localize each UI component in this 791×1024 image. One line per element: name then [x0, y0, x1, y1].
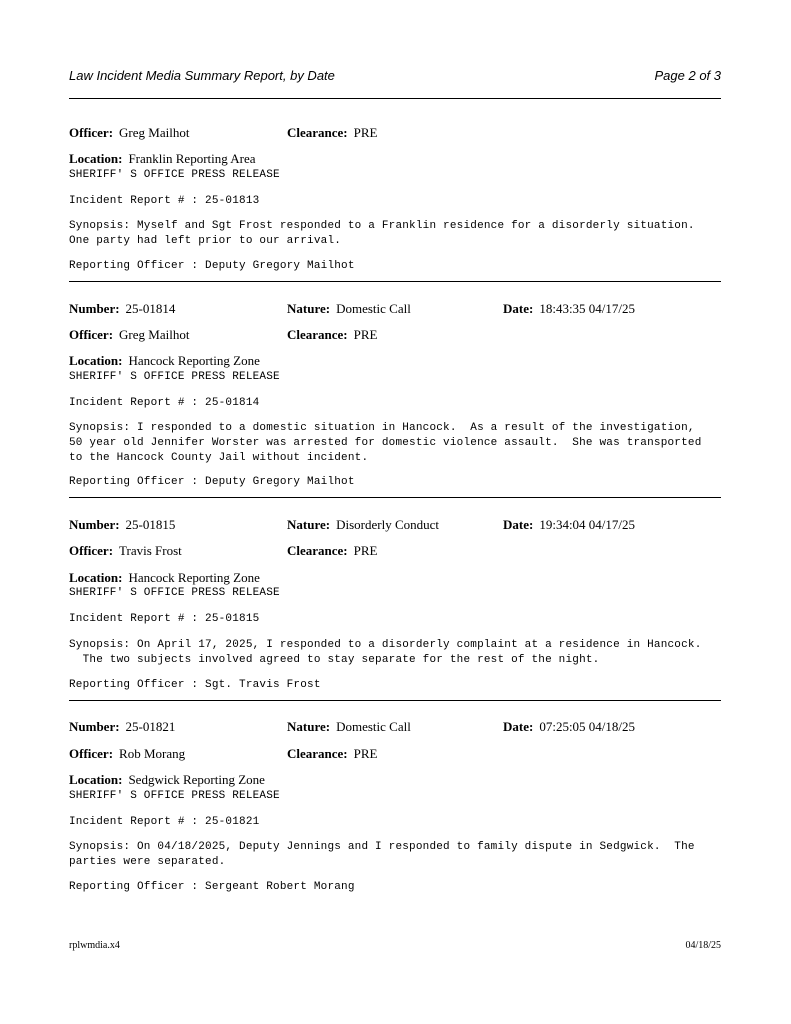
- record-divider: [69, 700, 721, 701]
- footer-report-code: rplwmdia.x4: [69, 940, 120, 951]
- number-value: 25-01814: [125, 301, 176, 316]
- date-value: 19:34:04 04/17/25: [539, 517, 636, 532]
- press-release-line: SHERIFF' S OFFICE PRESS RELEASE: [69, 371, 280, 383]
- date-label: Date:: [503, 517, 534, 532]
- clearance-field: [287, 125, 377, 141]
- nature-label: Nature:: [287, 517, 331, 532]
- location-label: Location:: [69, 353, 123, 368]
- clearance-field: [287, 746, 377, 762]
- clearance-value: PRE: [353, 543, 378, 558]
- number-field: [69, 301, 175, 317]
- nature-value: Domestic Call: [336, 719, 411, 734]
- officer-label: Officer:: [69, 125, 114, 140]
- number-field: [69, 517, 175, 533]
- officer-label: Officer:: [69, 327, 114, 342]
- officer-field: [69, 543, 182, 559]
- footer-date: 04/18/25: [685, 940, 721, 951]
- nature-field: [287, 719, 411, 735]
- clearance-label: Clearance:: [287, 125, 348, 140]
- clearance-value: PRE: [353, 125, 378, 140]
- incident-report-line: Incident Report # : 25-01821: [69, 816, 260, 828]
- header-divider: [69, 98, 721, 99]
- reporting-officer-line: Reporting Officer : Deputy Gregory Mailhot: [69, 260, 355, 272]
- synopsis-text: Synopsis: I responded to a domestic situation in Hancock. As a result of the investigation, 50 year old Jennifer Worster was arrested for domestic violence assault. She was transported to the Hancock County Jail without incident.: [69, 422, 702, 464]
- location-label: Location:: [69, 151, 123, 166]
- number-label: Number:: [69, 301, 120, 316]
- nature-field: [287, 517, 439, 533]
- location-field: [69, 151, 256, 167]
- clearance-label: Clearance:: [287, 746, 348, 761]
- clearance-label: Clearance:: [287, 543, 348, 558]
- location-label: Location:: [69, 570, 123, 585]
- clearance-field: [287, 543, 377, 559]
- location-value: Franklin Reporting Area: [128, 151, 256, 166]
- officer-field: [69, 327, 189, 343]
- nature-label: Nature:: [287, 301, 331, 316]
- number-value: 25-01815: [125, 517, 176, 532]
- officer-label: Officer:: [69, 746, 114, 761]
- number-label: Number:: [69, 517, 120, 532]
- press-release-line: SHERIFF' S OFFICE PRESS RELEASE: [69, 169, 280, 181]
- date-label: Date:: [503, 719, 534, 734]
- number-field: [69, 719, 175, 735]
- officer-field: [69, 125, 189, 141]
- location-value: Sedgwick Reporting Zone: [128, 772, 265, 787]
- date-field: [503, 301, 635, 317]
- incident-report-line: Incident Report # : 25-01815: [69, 613, 260, 625]
- location-field: [69, 353, 260, 369]
- press-release-line: SHERIFF' S OFFICE PRESS RELEASE: [69, 587, 280, 599]
- nature-field: [287, 301, 411, 317]
- location-value: Hancock Reporting Zone: [128, 353, 260, 368]
- date-label: Date:: [503, 301, 534, 316]
- clearance-field: [287, 327, 377, 343]
- press-release-line: SHERIFF' S OFFICE PRESS RELEASE: [69, 790, 280, 802]
- synopsis-text: Synopsis: On April 17, 2025, I responded to a disorderly complaint at a residence in Hancock. The two subjects involved agreed to stay separate for the rest of the night.: [69, 639, 702, 666]
- clearance-value: PRE: [353, 327, 378, 342]
- reporting-officer-line: Reporting Officer : Sgt. Travis Frost: [69, 679, 321, 691]
- officer-field: [69, 746, 185, 762]
- nature-label: Nature:: [287, 719, 331, 734]
- date-field: [503, 517, 635, 533]
- officer-value: Greg Mailhot: [119, 327, 190, 342]
- date-value: 07:25:05 04/18/25: [539, 719, 636, 734]
- location-field: [69, 772, 265, 788]
- record-divider: [69, 497, 721, 498]
- synopsis-text: Synopsis: Myself and Sgt Frost responded to a Franklin residence for a disorderly situation. One party had left prior to our arrival.: [69, 220, 695, 247]
- page-indicator: Page 2 of 3: [654, 68, 721, 83]
- synopsis-text: Synopsis: On 04/18/2025, Deputy Jennings and I responded to family dispute in Sedgwick. The parties were separated.: [69, 841, 695, 868]
- record-divider: [69, 281, 721, 282]
- location-label: Location:: [69, 772, 123, 787]
- date-field: [503, 719, 635, 735]
- officer-label: Officer:: [69, 543, 114, 558]
- clearance-value: PRE: [353, 746, 378, 761]
- officer-value: Rob Morang: [119, 746, 186, 761]
- number-value: 25-01821: [125, 719, 176, 734]
- report-title: Law Incident Media Summary Report, by Date: [69, 68, 335, 83]
- officer-value: Greg Mailhot: [119, 125, 190, 140]
- incident-report-line: Incident Report # : 25-01814: [69, 397, 260, 409]
- location-field: [69, 570, 260, 586]
- nature-value: Disorderly Conduct: [336, 517, 439, 532]
- officer-value: Travis Frost: [119, 543, 182, 558]
- clearance-label: Clearance:: [287, 327, 348, 342]
- reporting-officer-line: Reporting Officer : Deputy Gregory Mailhot: [69, 476, 355, 488]
- date-value: 18:43:35 04/17/25: [539, 301, 636, 316]
- number-label: Number:: [69, 719, 120, 734]
- nature-value: Domestic Call: [336, 301, 411, 316]
- location-value: Hancock Reporting Zone: [128, 570, 260, 585]
- reporting-officer-line: Reporting Officer : Sergeant Robert Morang: [69, 881, 355, 893]
- incident-report-line: Incident Report # : 25-01813: [69, 195, 260, 207]
